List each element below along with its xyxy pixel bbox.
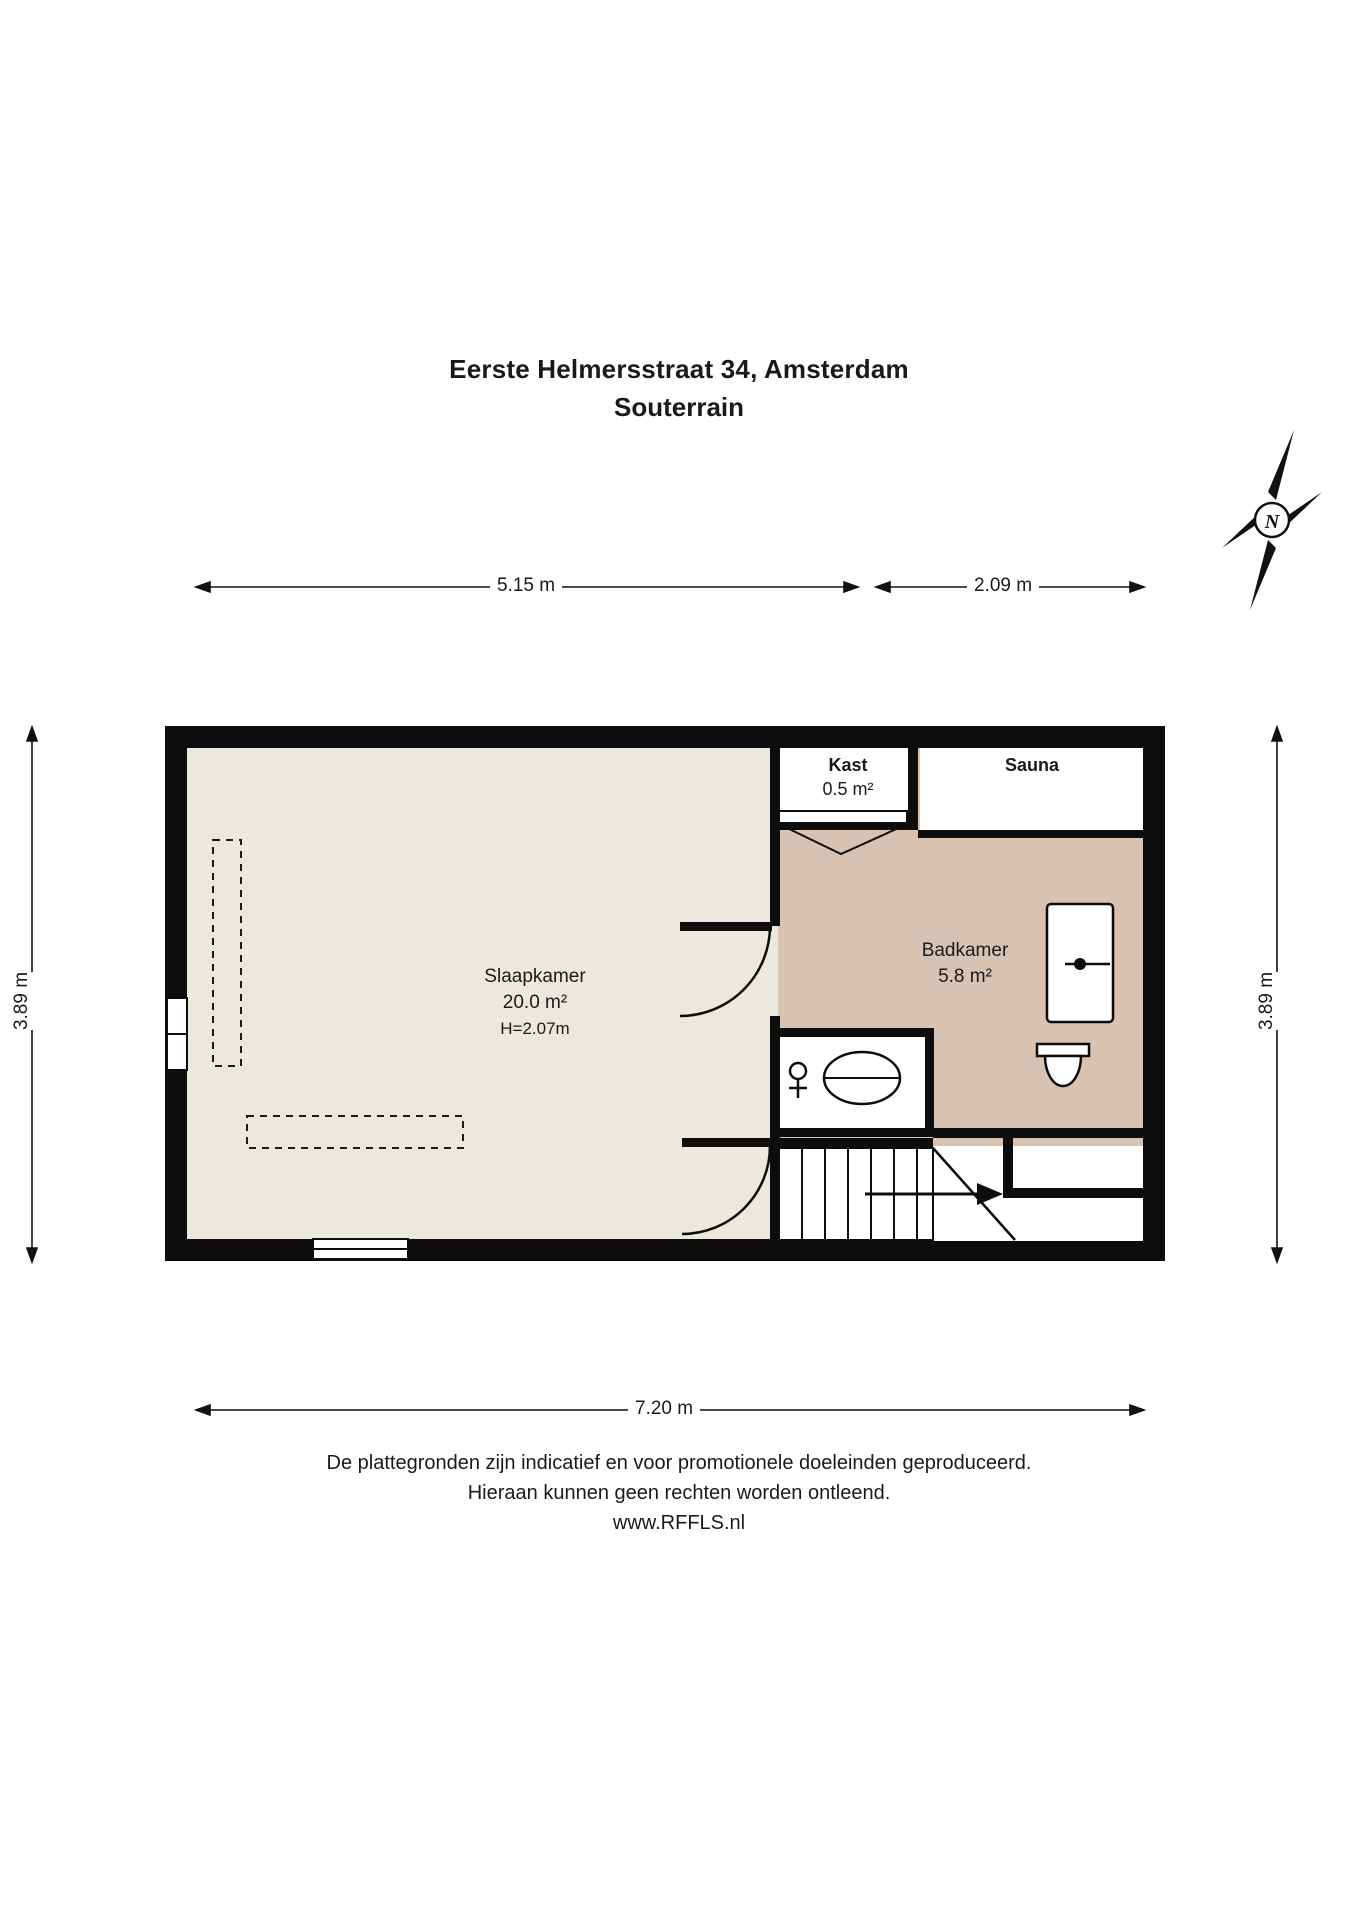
website-url: www.RFFLS.nl bbox=[612, 1512, 746, 1534]
room-label-sauna bbox=[923, 753, 1141, 777]
room-area-kast: 0.5 m² bbox=[822, 779, 874, 799]
page-title: Eerste Helmersstraat 34, Amsterdam bbox=[449, 354, 909, 384]
title-block bbox=[0, 352, 1358, 424]
floor-subtitle: Souterrain bbox=[613, 392, 745, 422]
room-height-slaapkamer: H=2.07m bbox=[500, 1019, 570, 1038]
room-label-badkamer bbox=[865, 938, 1065, 990]
door-leaf-bathroom bbox=[680, 922, 772, 931]
compass-north-label: N bbox=[1264, 511, 1280, 533]
dimension-top-right: 2.09 m bbox=[967, 575, 1039, 597]
compass-rose bbox=[1222, 430, 1322, 610]
room-area-slaapkamer: 20.0 m² bbox=[502, 992, 568, 1013]
dimension-right: 3.89 m bbox=[1249, 972, 1285, 1030]
room-name-kast: Kast bbox=[828, 755, 868, 775]
floorplan bbox=[165, 726, 1165, 1261]
room-label-kast bbox=[778, 753, 918, 801]
room-name-slaapkamer: Slaapkamer bbox=[484, 966, 586, 987]
room-area-badkamer: 5.8 m² bbox=[938, 966, 992, 987]
window-left bbox=[167, 998, 187, 1070]
footer-disclaimer bbox=[0, 1448, 1358, 1538]
dimension-bottom: 7.20 m bbox=[628, 1398, 700, 1420]
room-label-slaapkamer bbox=[445, 964, 625, 1042]
dimension-top-left: 5.15 m bbox=[490, 575, 562, 597]
dimension-left: 3.89 m bbox=[4, 972, 40, 1030]
door-leaf-stairs bbox=[682, 1138, 772, 1147]
room-name-badkamer: Badkamer bbox=[921, 940, 1009, 961]
disclaimer-line-2: Hieraan kunnen geen rechten worden ontleend. bbox=[467, 1482, 891, 1504]
room-name-sauna: Sauna bbox=[1004, 755, 1060, 775]
disclaimer-line-1: De plattegronden zijn indicatief en voor promotionele doeleinden geproduceerd. bbox=[326, 1452, 1032, 1474]
window-bottom bbox=[313, 1239, 408, 1259]
